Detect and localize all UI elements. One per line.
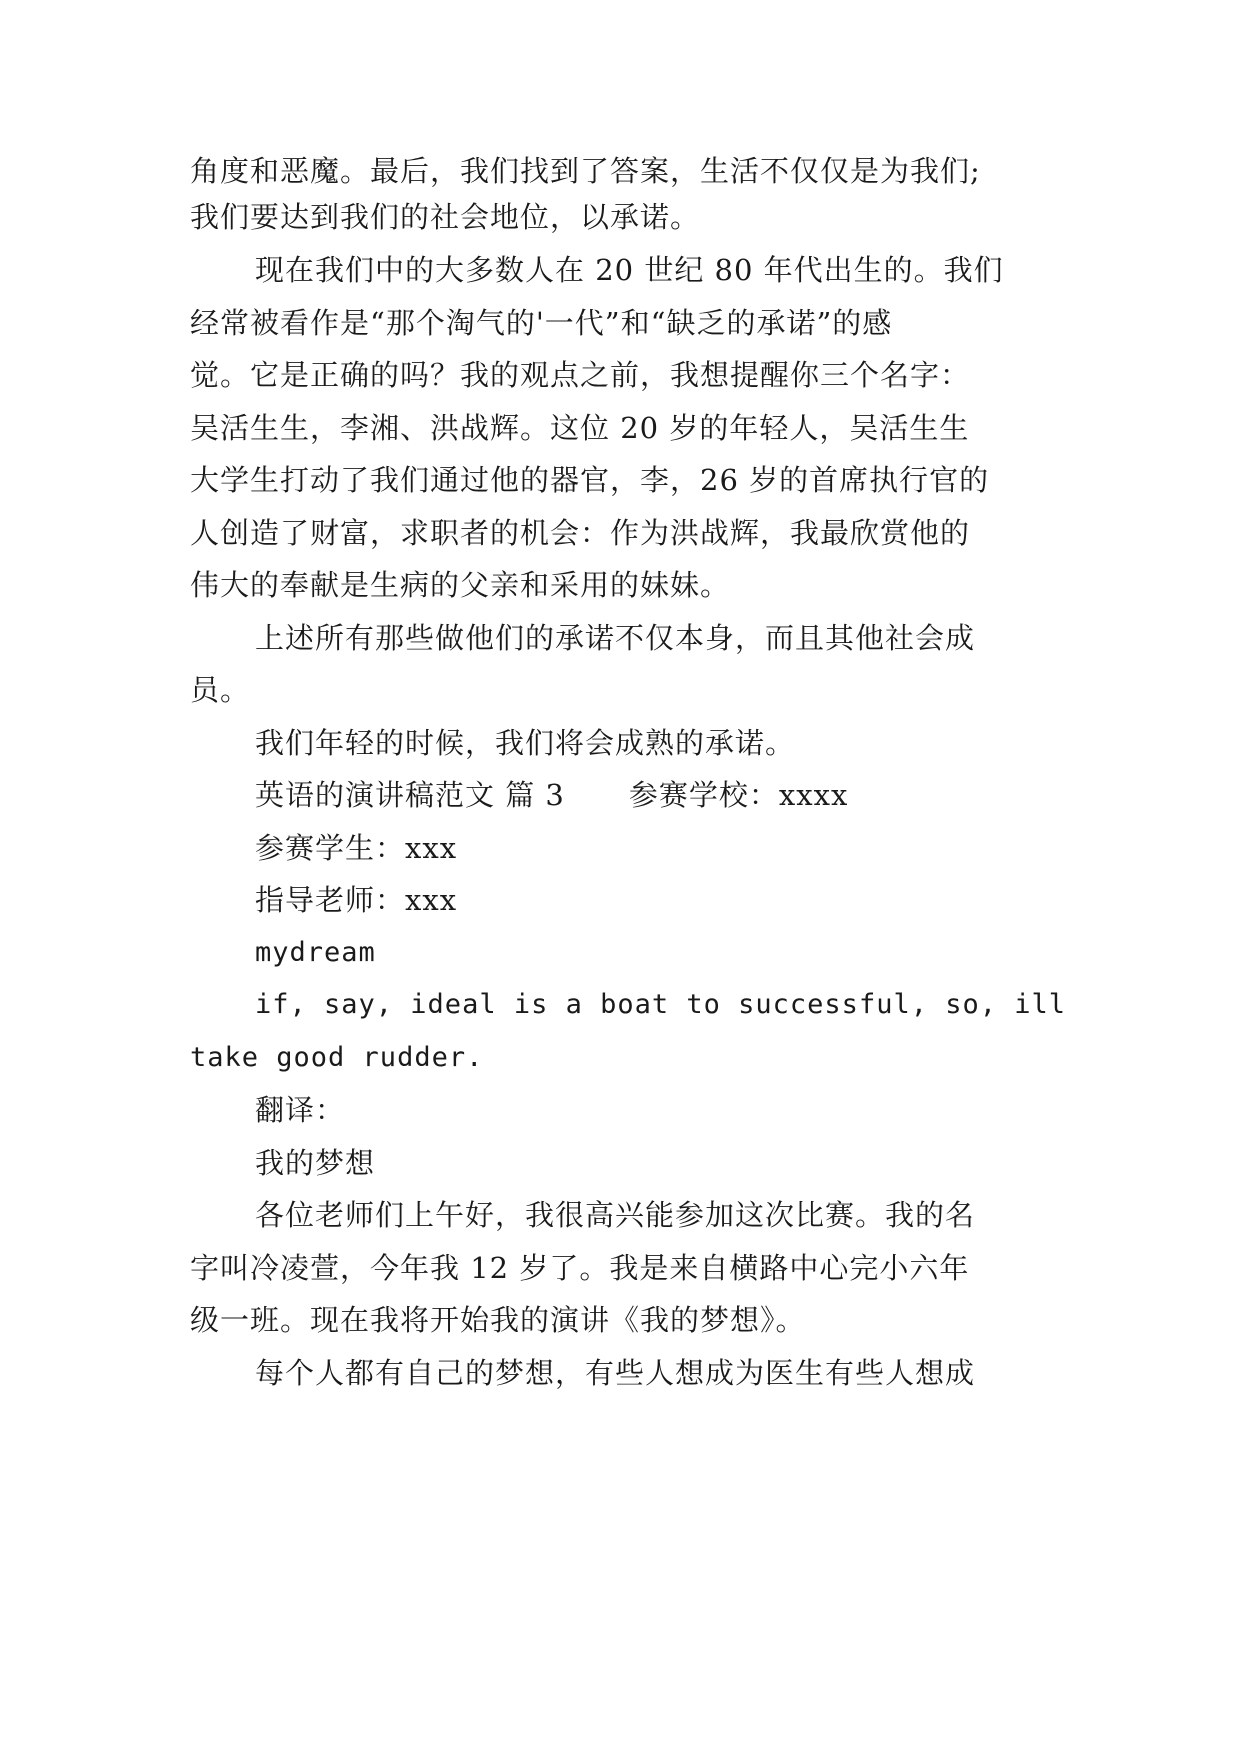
paragraph-start: 现在我们中的大多数人在 20 世纪 80 年代出生的。我们 (255, 253, 1004, 287)
text-line: 吴活生生，李湘、洪战辉。这位 20 岁的年轻人，吴活生生 (190, 411, 970, 445)
paragraph-start: 各位老师们上午好，我很高兴能参加这次比赛。我的名 (255, 1198, 976, 1232)
translation-label: 翻译： (255, 1093, 346, 1127)
paragraph-start: 上述所有那些做他们的承诺不仅本身，而且其他社会成 (255, 621, 976, 655)
paragraph-start: 每个人都有自己的梦想，有些人想成为医生有些人想成 (255, 1356, 976, 1390)
section-heading-line (255, 775, 1050, 815)
paragraph-start: 我们年轻的时候，我们将会成熟的承诺。 (255, 726, 796, 760)
english-text: take good rudder. (190, 1042, 484, 1073)
school-label: 参赛学校：xxxx (628, 778, 849, 812)
text-line: 人创造了财富，求职者的机会：作为洪战辉，我最欣赏他的 (190, 516, 971, 550)
text-line: 字叫冷凌萱，今年我 12 岁了。我是来自横路中心完小六年 (190, 1251, 970, 1285)
english-title: mydream (255, 937, 376, 968)
text-line: 伟大的奉献是生病的父亲和采用的妹妹。 (190, 568, 731, 602)
text-line: 员。 (190, 673, 251, 707)
teacher-label: 指导老师：xxx (255, 883, 458, 917)
text-line: 觉。它是正确的吗？我的观点之前，我想提醒你三个名字： (190, 358, 971, 392)
section-heading: 英语的演讲稿范文 篇 3 (255, 778, 565, 812)
text-line: 级一班。现在我将开始我的演讲《我的梦想》。 (190, 1303, 806, 1337)
text-line: 经常被看作是“那个淘气的'一代”和“缺乏的承诺”的感 (190, 306, 893, 340)
text-line: 大学生打动了我们通过他的器官，李，26 岁的首席执行官的 (190, 463, 990, 497)
chinese-title: 我的梦想 (255, 1146, 376, 1180)
english-text: if, say, ideal is a boat to successful, so, ill (255, 989, 1067, 1020)
text-line: 我们要达到我们的社会地位，以承诺。 (190, 200, 701, 234)
student-label: 参赛学生：xxx (255, 831, 458, 865)
text-line: 角度和恶魔。最后，我们找到了答案，生活不仅仅是为我们; (190, 154, 981, 188)
